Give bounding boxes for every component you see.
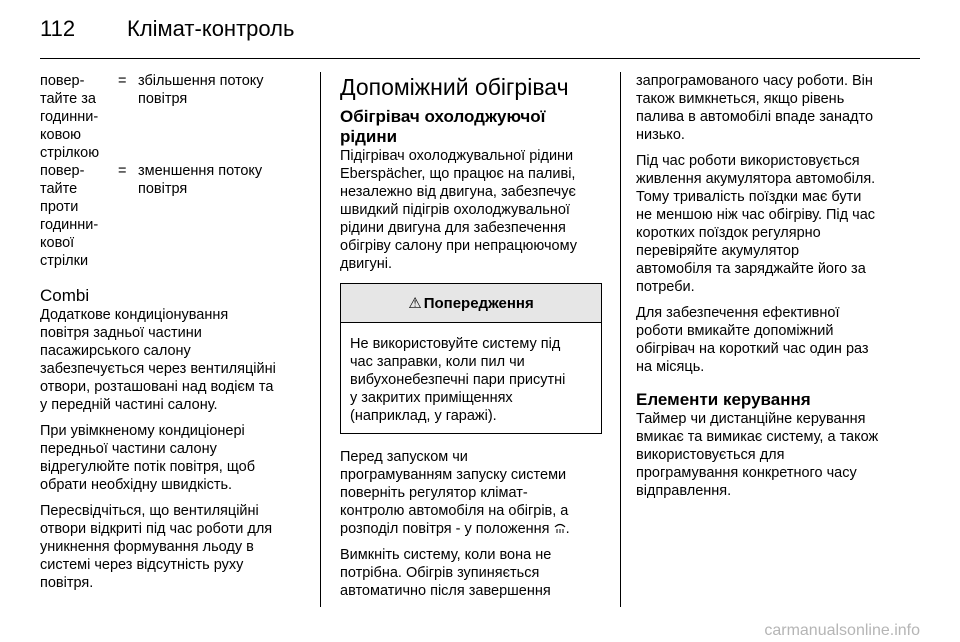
warning-header [341,284,601,323]
definition-row [40,162,305,270]
column-3 [636,72,904,508]
warning-triangle-icon: ⚠ [408,295,422,312]
controls-paragraph: Таймер чи дистанційне керування вмикає та вимикає систему, а також використовується для програмування конкретного часу відправлення. [636,411,879,499]
column-2 [340,72,602,608]
combi-heading: Combi [40,286,90,305]
definition-equals: = [118,163,127,179]
column-1 [40,72,305,600]
main-heading: Допоміжний обігрівач [340,74,569,100]
combi-paragraph-1: Додаткове кондиціонування повітря задньої частини пасажирського салону забезпечується через вентиляційні отвори, розташовані над водієм та у передній частині салону. [40,307,276,413]
header-divider [40,58,920,59]
warning-box [340,283,602,434]
air-distribution-windscreen-icon [554,522,566,534]
definition-term: повер- тайте за годинни- ковою стрілкою [40,73,100,161]
start-paragraph-end: . [565,521,570,537]
warning-text: Не використовуйте систему під час заправки, коли пил чи вибухонебезпечні пари присутні у закритих приміщеннях (наприклад, у гаражі). [350,336,566,424]
combi-paragraph-3: Пересвідчіться, що вентиляційні отвори відкриті під час роботи для уникнення формування льоду в системі через відсутність руху повітря. [40,503,273,591]
col3-paragraph-2: Під час роботи використовується живлення акумулятора автомобіля. Тому тривалість поїздки має бути не меншою ніж час обігріву. Під час коротких поїздок регулярно перевіряйте акумулятор автомобіля та заряджайте його за потреби. [636,153,876,295]
col3-paragraph-3: Для забезпечення ефективної роботи вмикайте допоміжний обігрівач на короткий час один раз на місяць. [636,305,869,375]
start-paragraph-text: Перед запуском чи програмуванням запуску системи поверніть регулятор клімат- контролю автомобіля на обігрів, а розподіл повітря - у положення [340,449,569,537]
sub-heading: Обігрівач охолоджуючої рідини [340,107,546,146]
definition-description: зменшення потоку повітря [138,163,263,197]
definition-description: збільшення потоку повітря [138,73,264,107]
controls-heading: Елементи керування [636,390,811,409]
combi-paragraph-2: При увімкненому кондиціонері передньої частини салону відрегулюйте потік повітря, щоб обрати необхідну швидкість. [40,423,256,493]
chapter-title: Клімат-контроль [127,16,295,41]
start-paragraph [340,448,602,538]
col3-paragraph-1: запрограмованого часу роботи. Він також вимкнеться, якщо рівень палива в автомобілі впаде занадто низько. [636,73,874,143]
definition-term: повер- тайте проти годинни- кової стрілки [40,163,99,269]
intro-paragraph: Підігрівач охолоджувальної рідини Eberspächer, що працює на паливі, незалежно від двигуна, забезпечує швидкий підігрів охолоджувальної рідини двигуна для забезпечення обігріву салону при непрацюючому двигуні. [340,148,577,272]
watermark: carmanualsonline.info [764,622,920,639]
switch-off-paragraph: Вимкніть систему, коли вона не потрібна. Обігрів зупиняється автоматично після завершення [340,547,552,599]
definition-equals: = [118,73,127,89]
page-header [40,14,920,54]
column-divider-2 [620,72,621,607]
warning-title: Попередження [423,294,534,312]
warning-body [341,323,601,433]
column-divider-1 [320,72,321,607]
page-number: 112 [40,16,76,41]
definition-row [40,72,305,162]
